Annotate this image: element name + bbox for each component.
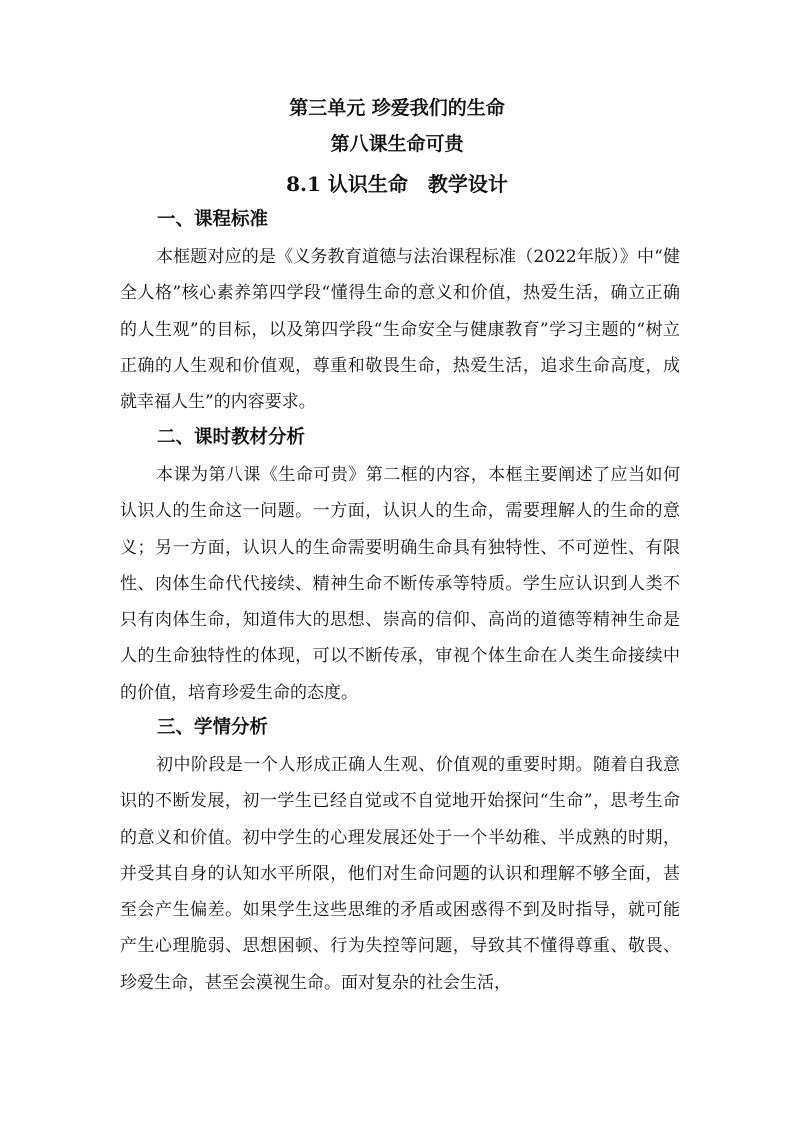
section-heading-curriculum-standard: 一、课程标准 bbox=[157, 209, 269, 230]
section-heading-learner-analysis: 三、学情分析 bbox=[157, 717, 269, 738]
section-title: 8.1 认识生命 教学设计 bbox=[286, 172, 508, 196]
section-paragraph-curriculum-standard: 本框题对应的是《义务教育道德与法治课程标准（2022年版）》中“健全人格”核心素养第四学段“懂得生命的意义和价值，热爱生活，确立正确的人生观”的目标，以及第四学段“生命安全与健康教育”学习主题的“树立正确的人生观和价值观，尊重和敬畏生命，热爱生活，追求生命高度，成就幸福人生”的内容要求。 bbox=[120, 247, 680, 413]
section-paragraph-learner-analysis: 初中阶段是一个人形成正确人生观、价值观的重要时期。随着自我意识的不断发展，初一学生已经自觉或不自觉地开始探问“生命”，思考生命的意义和价值。初中学生的心理发展还处于一个半幼稚、半成熟的时期，并受其自身的认知水平所限，他们对生命问题的认识和理解不够全面，甚至会产生偏差。如果学生这些思维的矛盾或困惑得不到及时指导，就可能产生心理脆弱、思想困顿、行为失控等问题，导致其不懂得尊重、敬畏、珍爱生命，甚至会漠视生命。面对复杂的社会生活， bbox=[120, 755, 680, 993]
section-heading-textbook-analysis: 二、课时教材分析 bbox=[157, 427, 306, 448]
section-paragraph-textbook-analysis: 本课为第八课《生命可贵》第二框的内容，本框主要阐述了应当如何认识人的生命这一问题。一方面，认识人的生命，需要理解人的生命的意义；另一方面，认识人的生命需要明确生命具有独特性、不可逆性、有限性、肉体生命代代接续、精神生命不断传承等特质。学生应认识到人类不只有肉体生命，知道伟大的思想、崇高的信仰、高尚的道德等精神生命是人的生命独特性的体现，可以不断传承，审视个体生命在人类生命接续中的价值，培育珍爱生命的态度。 bbox=[120, 465, 680, 703]
lesson-title: 第八课生命可贵 bbox=[330, 133, 464, 155]
unit-title: 第三单元 珍爱我们的生命 bbox=[289, 97, 505, 119]
